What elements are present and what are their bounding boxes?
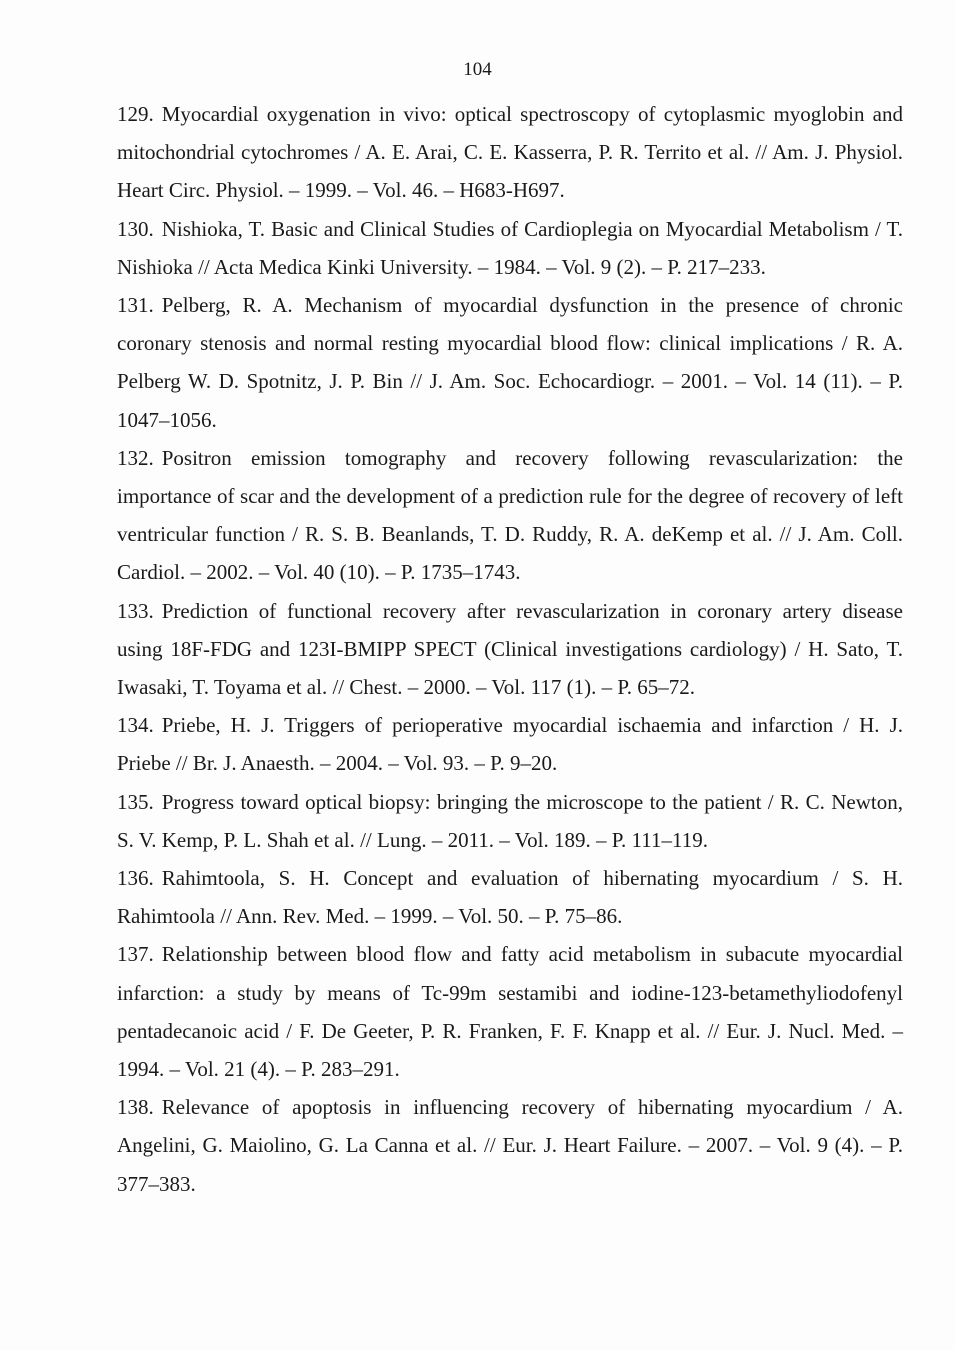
reference-text: Priebe, H. J. Triggers of perioperative myocardial ischaemia and infarction / H. J. Priebe // Br. J. Anaesth. – 2004. – Vol. 93. – P. 9–20. xyxy=(117,713,903,776)
reference-item xyxy=(117,286,903,439)
reference-text: Myocardial oxygenation in vivo: optical spectroscopy of cytoplasmic myoglobin and mitochondrial cytochromes / A. E. Arai, C. E. Kasserra, P. R. Territo et al. // Am. J. Physiol. Heart Circ. Physiol. – 1999. – Vol. 46. – H683-H697. xyxy=(117,102,903,203)
reference-number: 132. xyxy=(117,445,154,470)
reference-list xyxy=(117,95,903,1203)
reference-text: Prediction of functional recovery after revascularization in coronary artery disease using 18F-FDG and 123I-BMIPP SPECT (Clinical investigations cardiology) / H. Sato, T. Iwasaki, T. Toyama et al. // Chest. – 2000. – Vol. 117 (1). – P. 65–72. xyxy=(117,598,903,700)
reference-item xyxy=(117,706,903,782)
reference-item xyxy=(117,95,903,210)
reference-number: 129. xyxy=(117,102,154,126)
reference-text: Pelberg, R. A. Mechanism of myocardial dysfunction in the presence of chronic coronary stenosis and normal resting myocardial blood flow: clinical implications / R. A. Pelberg W. D. Spotnitz, J. P. Bin // J. Am. Soc. Echocardiogr. – 2001. – Vol. 14 (11). – P. 1047–1056. xyxy=(117,293,903,432)
reference-number: 137. xyxy=(117,942,154,967)
reference-text: Relevance of apoptosis in influencing recovery of hibernating myocardium / A. Angelini, G. Maiolino, G. La Canna et al. // Eur. J. Heart Failure. – 2007. – Vol. 9 (4). – P. 377–383. xyxy=(117,1095,903,1196)
reference-text: Nishioka, T. Basic and Clinical Studies of Cardioplegia on Myocardial Metabolism / T. Nishioka // Acta Medica Kinki University. – 1984. – Vol. 9 (2). – P. 217–233. xyxy=(117,216,903,279)
reference-item xyxy=(117,592,903,707)
reference-number: 138. xyxy=(117,1095,154,1120)
reference-item xyxy=(117,783,903,859)
reference-item xyxy=(117,859,903,935)
reference-number: 136. xyxy=(117,866,154,891)
reference-text: Progress toward optical biopsy: bringing the microscope to the patient / R. C. Newton, S. V. Kemp, P. L. Shah et al. // Lung. – 2011. – Vol. 189. – P. 111–119. xyxy=(117,789,903,852)
reference-number: 133. xyxy=(117,598,154,623)
reference-item xyxy=(117,1088,903,1203)
reference-item xyxy=(117,439,903,592)
reference-number: 135. xyxy=(117,789,154,814)
reference-text: Positron emission tomography and recovery following revascularization: the importance of scar and the development of a prediction rule for the degree of recovery of left ventricular function / R. S. B. Beanlands, T. D. Ruddy, R. A. deKemp et al. // J. Am. Coll. Cardiol. – 2002. – Vol. 40 (10). – P. 1735–1743. xyxy=(117,445,903,585)
reference-number: 131. xyxy=(117,293,154,318)
page-number: 104 xyxy=(463,59,492,80)
reference-number: 130. xyxy=(117,216,154,241)
reference-item xyxy=(117,210,903,286)
reference-item xyxy=(117,935,903,1088)
reference-number: 134. xyxy=(117,713,154,738)
reference-text: Rahimtoola, S. H. Concept and evaluation of hibernating myocardium / S. H. Rahimtoola // Ann. Rev. Med. – 1999. – Vol. 50. – P. 75–86. xyxy=(117,866,903,929)
reference-text: Relationship between blood flow and fatty acid metabolism in subacute myocardial infarction: a study by means of Tc-99m sestamibi and iodine-123-betamethyliodofenyl pentadecanoic acid / F. De Geeter, P. R. Franken, F. F. Knapp et al. // Eur. J. Nucl. Med. – 1994. – Vol. 21 (4). – P. 283–291. xyxy=(117,942,903,1082)
